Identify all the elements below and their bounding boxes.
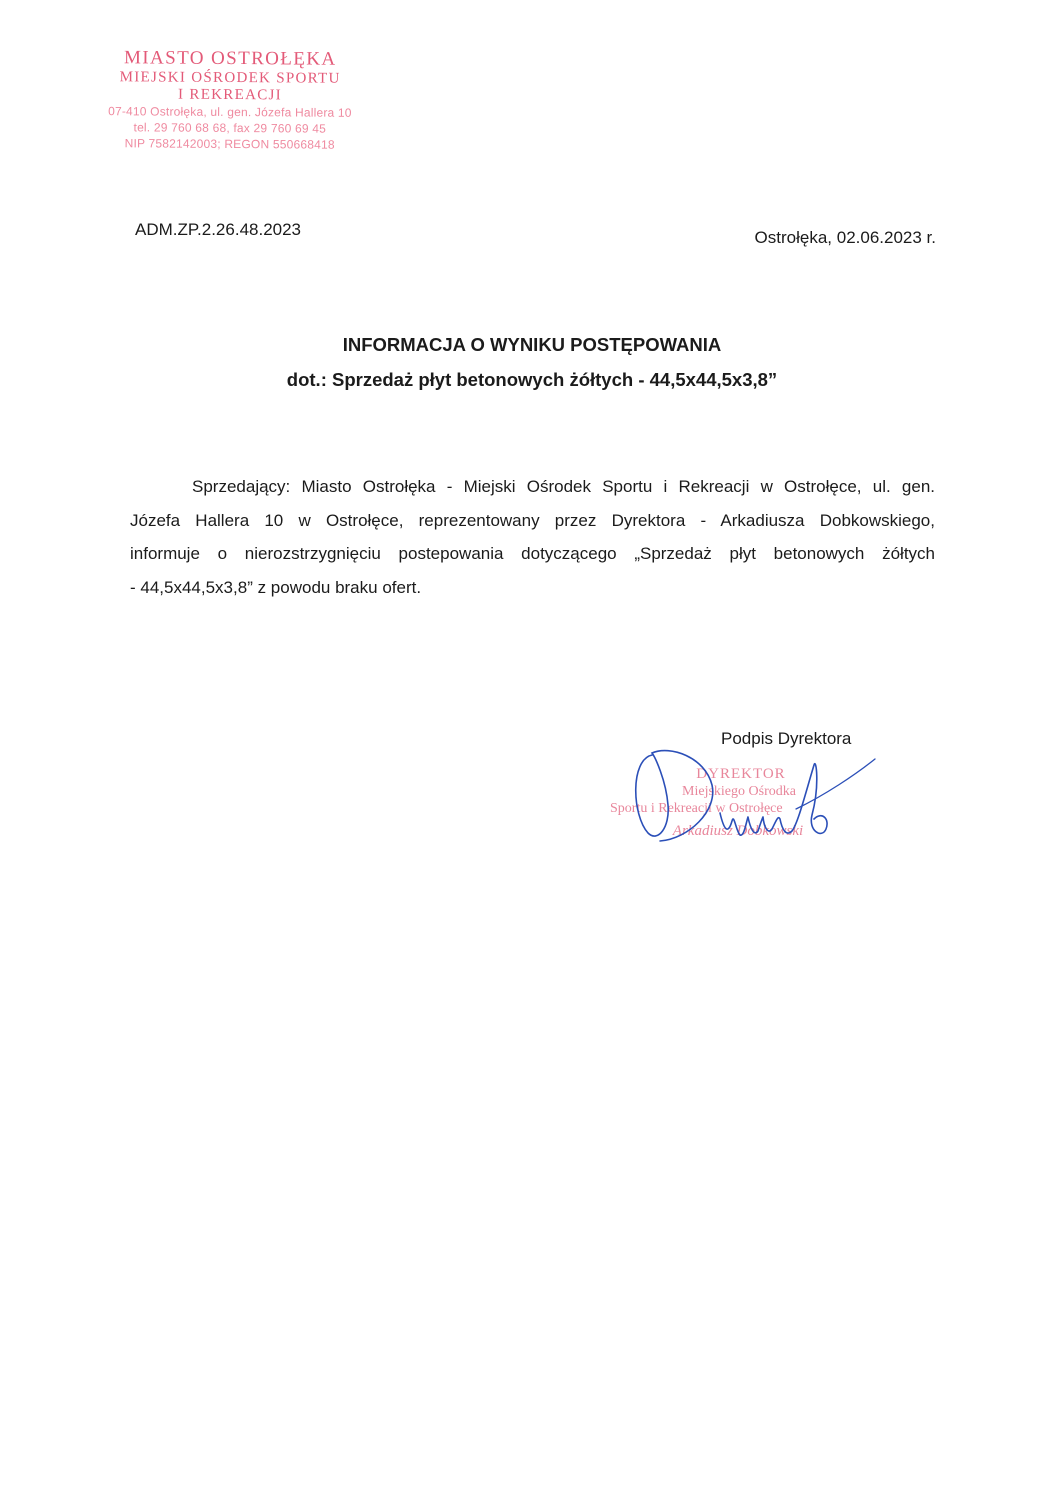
document-subject: dot.: Sprzedaż płyt betonowych żółtych - 44,5x44,5x3,8” — [286, 369, 778, 390]
document-title: INFORMACJA O WYNIKU POSTĘPOWANIA — [342, 334, 722, 355]
director-stamp-institution-cont: Sportu i Rekreacji w Ostrołęce — [610, 801, 783, 816]
place-and-date: Ostrołęka, 02.06.2023 r. — [754, 228, 936, 247]
stamp-city: MIASTO OSTROŁĘKA — [123, 47, 337, 70]
stamp-phone: tel. 29 760 68 68, fax 29 760 69 45 — [133, 120, 327, 136]
handwritten-signature — [600, 735, 890, 865]
institution-stamp — [60, 47, 401, 153]
body-line: Sprzedający: Miasto Ostrołęka - Miejski Ośrodek Sportu i Rekreacji w Ostrołęce, ul. gen. — [192, 477, 935, 496]
stamp-institution: MIEJSKI OŚRODEK SPORTU — [119, 69, 341, 87]
director-stamp-title: DYREKTOR — [696, 766, 786, 782]
body-line: Józefa Hallera 10 w Ostrołęce, reprezentowany przez Dyrektora - Arkadiusza Dobkowskiego, — [130, 510, 935, 530]
body-line: - 44,5x44,5x3,8” z powodu braku ofert. — [130, 577, 422, 597]
stamp-institution-cont: I REKREACJI — [178, 86, 283, 104]
body-paragraph — [130, 470, 935, 604]
director-stamp-institution: Miejskiego Ośrodka — [682, 784, 796, 799]
reference-number: ADM.ZP.2.26.48.2023 — [135, 220, 302, 239]
body-line: informuje o nierozstrzygnięciu postepowania dotyczącego „Sprzedaż płyt betonowych żółtych — [130, 544, 935, 563]
director-stamp-name: Arkadiusz Dobkowski — [672, 823, 804, 839]
signature-label: Podpis Dyrektora — [721, 729, 852, 748]
stamp-tax-ids: NIP 7582142003; REGON 550668418 — [124, 136, 335, 152]
stamp-address: 07-410 Ostrołęka, ul. gen. Józefa Hallera 10 — [108, 104, 352, 120]
